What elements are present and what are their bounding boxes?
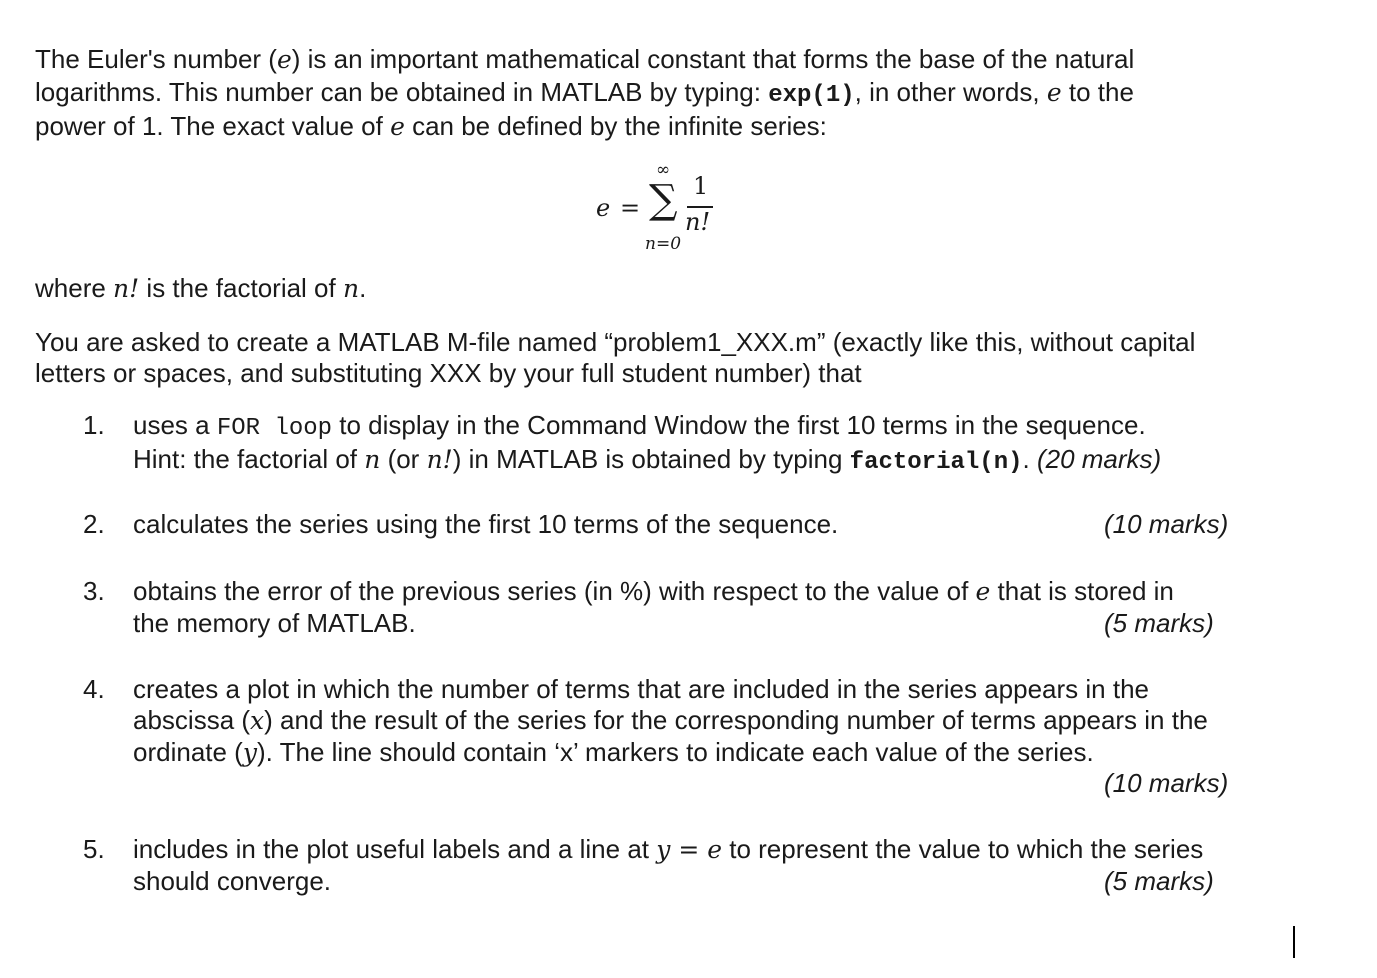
math-y: y	[242, 738, 257, 767]
item-4-line-3	[133, 735, 1094, 770]
item-3-line-1	[133, 574, 1174, 609]
hint-text: ) in MATLAB is obtained by typing	[452, 444, 850, 474]
item-number: 5.	[83, 834, 105, 864]
equation-lhs: e	[596, 194, 611, 222]
marks-label: (5 marks)	[1104, 866, 1214, 896]
math-equals: =	[670, 835, 708, 864]
math-e: e	[707, 835, 723, 864]
math-n-factorial: n!	[426, 445, 453, 474]
fraction-numerator: 1	[693, 172, 709, 200]
intro-line-3	[35, 109, 827, 144]
intro-text: can be defined by the infinite series:	[404, 111, 827, 141]
item-text: uses a	[133, 410, 217, 440]
task-line-1: You are asked to create a MATLAB M-file named “problem1_XXX.m” (exactly like this, without capital	[35, 327, 1196, 357]
math-e: e	[1046, 78, 1062, 107]
item-text: the memory of MATLAB.	[133, 608, 416, 638]
code-exp: exp(1)	[768, 82, 855, 109]
item-text: to display in the Command Window the first 10 terms in the sequence.	[332, 410, 1146, 440]
item-4-line-2	[133, 703, 1208, 738]
item-text: includes in the plot useful labels and a line at	[133, 834, 657, 864]
item-text: to represent the value to which the series	[722, 834, 1204, 864]
math-e: e	[276, 45, 292, 74]
fraction-denominator: n!	[685, 208, 711, 236]
item-text: that is stored in	[990, 576, 1174, 606]
marks-label: (10 marks)	[1104, 509, 1229, 539]
item-text: calculates the series using the first 10 terms of the sequence.	[133, 509, 839, 539]
item-number: 4.	[83, 674, 105, 704]
item-text: should converge.	[133, 866, 332, 896]
math-e: e	[975, 577, 991, 606]
item-1-line-1	[133, 408, 1146, 446]
item-number: 3.	[83, 576, 105, 606]
hint-text: Hint: the factorial of	[133, 444, 365, 474]
math-n-factorial: n!	[113, 274, 140, 303]
intro-text: , in other words,	[854, 77, 1047, 107]
where-text: .	[359, 273, 367, 303]
math-y: y	[656, 835, 671, 864]
marks-label: (10 marks)	[1104, 768, 1229, 798]
hint-text: (or	[380, 444, 427, 474]
where-text: is the factorial of	[139, 273, 343, 303]
item-5-line-1	[133, 832, 1203, 867]
marks-label: (5 marks)	[1104, 608, 1214, 638]
sum-upper-limit: ∞	[656, 160, 671, 180]
where-line	[35, 271, 366, 306]
item-number: 2.	[83, 509, 105, 539]
intro-line-1	[35, 42, 1134, 77]
item-text: abscissa (	[133, 705, 251, 735]
math-e: e	[390, 112, 405, 141]
intro-text: to the	[1061, 77, 1134, 107]
code-for-loop: FOR loop	[216, 415, 333, 442]
math-n: n	[342, 274, 360, 303]
intro-text: power of 1. The exact value of	[35, 111, 391, 141]
where-text: where	[35, 273, 114, 303]
math-x: x	[250, 706, 265, 735]
item-text: ordinate (	[133, 737, 243, 767]
marks-label: (20 marks)	[1036, 444, 1162, 474]
item-text: creates a plot in which the number of terms that are included in the series appears in the	[133, 674, 1150, 704]
sum-lower-limit: n=0	[645, 234, 682, 254]
intro-text: ) is an important mathematical constant that forms the base of the natural	[291, 44, 1135, 74]
item-text: obtains the error of the previous series (in %) with respect to the value of	[133, 576, 976, 606]
equation-equals: =	[620, 194, 641, 222]
task-line-2: letters or spaces, and substituting XXX by your full student number) that	[35, 358, 862, 388]
math-n: n	[364, 445, 381, 474]
item-number: 1.	[83, 410, 105, 440]
item-text: ) and the result of the series for the corresponding number of terms appears in the	[264, 705, 1208, 735]
code-factorial: factorial(n)	[849, 449, 1023, 476]
intro-text: The Euler's number (	[35, 44, 277, 74]
text-cursor	[1293, 926, 1295, 958]
intro-line-2	[35, 75, 1134, 113]
intro-text: logarithms. This number can be obtained in MATLAB by typing:	[35, 77, 769, 107]
item-1-hint	[133, 442, 1161, 480]
item-text: ). The line should contain ‘x’ markers to indicate each value of the series.	[256, 737, 1094, 767]
hint-text: .	[1022, 444, 1037, 474]
sigma-symbol: ∑	[649, 177, 678, 223]
